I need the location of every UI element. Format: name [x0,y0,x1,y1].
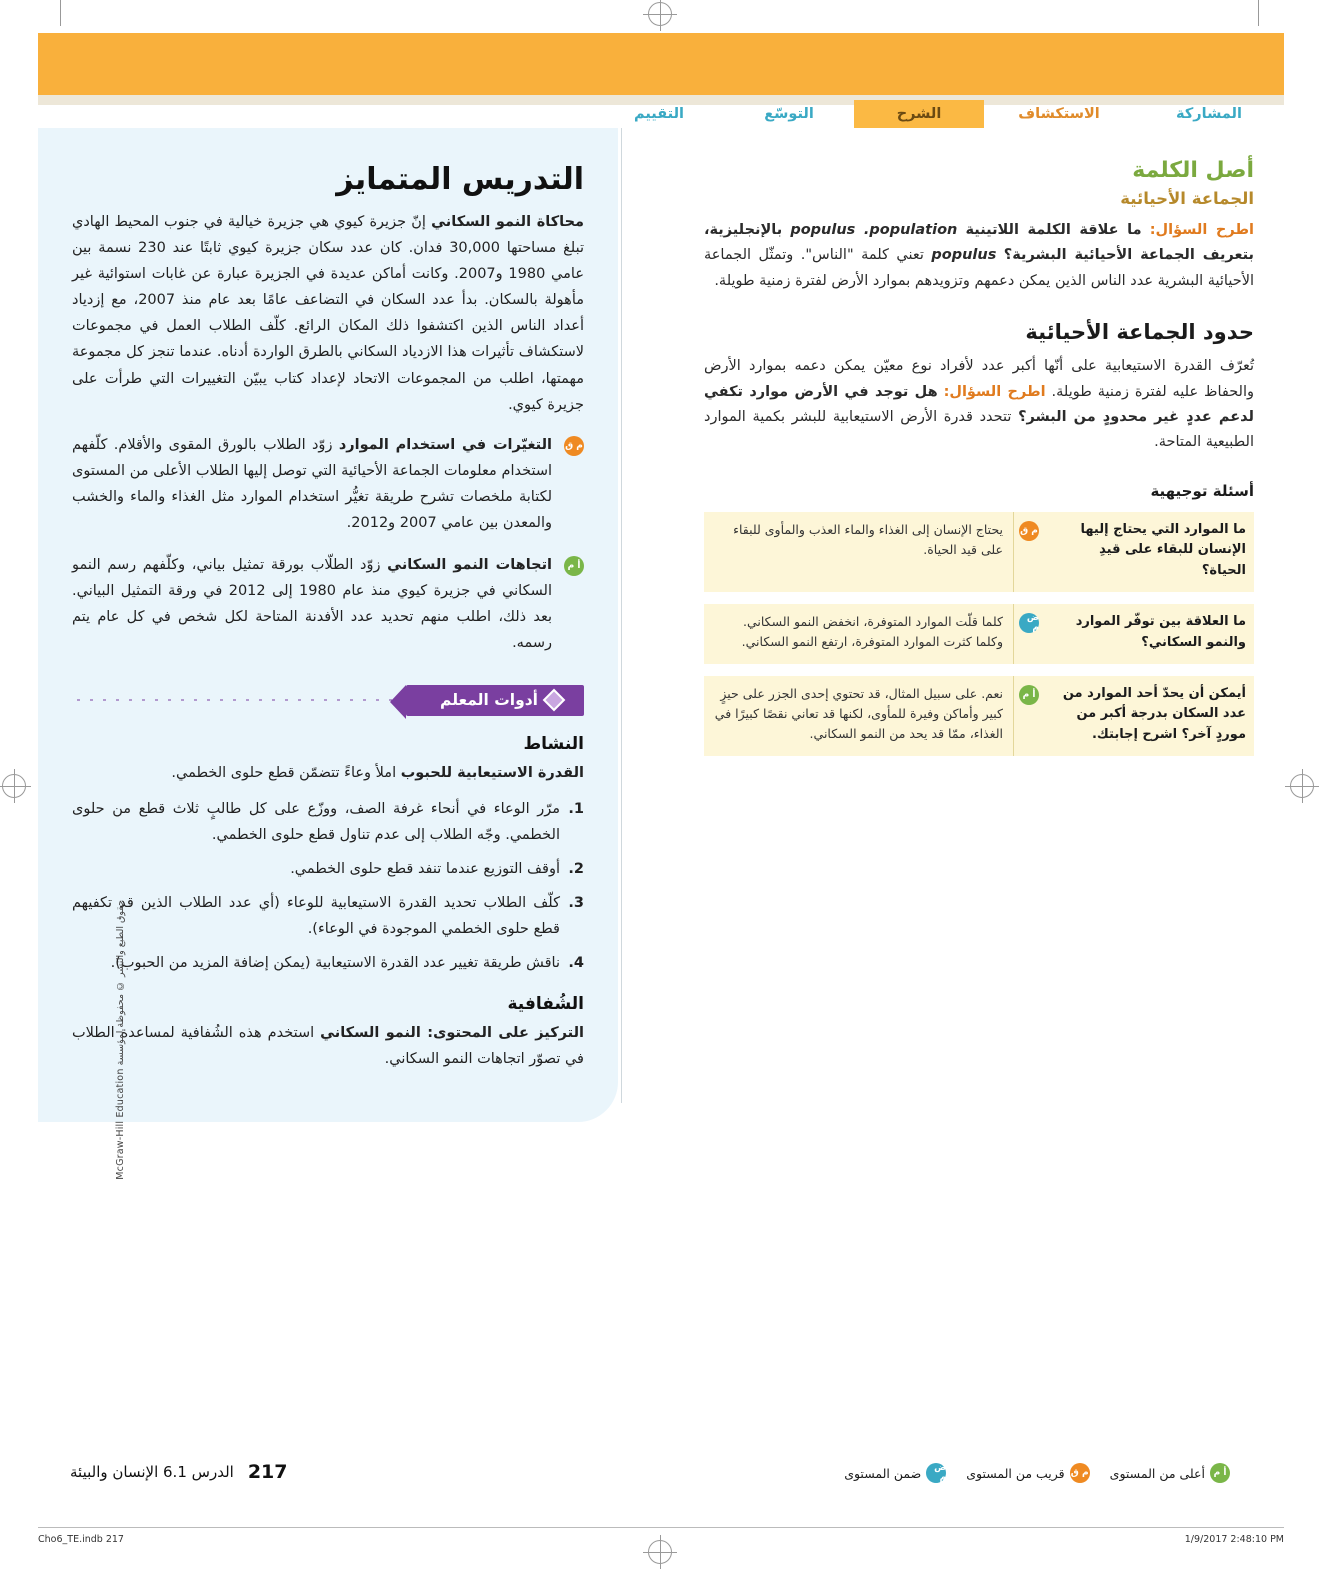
qa-answer: يحتاج الإنسان إلى الغذاء والماء العذب والمأوى للبقاء على قيد الحياة. [704,512,1014,592]
qa-row [704,676,1254,756]
legend-label-on: ضمن المستوى [844,1465,922,1481]
step-text: كلّف الطلاب تحديد القدرة الاستيعابية للوعاء (أي عدد الطلاب الذين قد تكفيهم قطع حلوى الخطمي الموجودة في الوعاء). [72,894,560,937]
qa-badge-cell [1014,676,1044,756]
qa-badge-cell [1014,604,1044,664]
main-column [684,128,1284,768]
transparency-heading: الشُفافية [507,994,584,1015]
trim-mark-top-left [60,0,61,26]
teacher-tools-label: أدوات المعلم [440,690,538,709]
level-badge-on: ض م [926,1463,946,1483]
population-trends-title: اتجاهات النمو السكاني [387,557,553,574]
qa-question: ما الموارد التي يحتاج إليها الإنسان للبقاء على قيدِ الحياة؟ [1080,521,1246,579]
transparency-text: استخدم هذه الشُفافية لمساعدة الطلاب في تصوّر اتجاهات النمو السكاني. [72,1025,584,1068]
section-para-1: تُعرّف القدرة الاستيعابية على أنّها أكبر عدد لأفراد نوع معيّن يمكن دعمه بموارد الأرض والحفاظ عليه لفترة زمنية طويلة. [704,358,1255,400]
list-item [72,890,584,942]
list-item [72,950,584,976]
level-badge-above: أ م [1019,685,1039,705]
qa-row [704,604,1254,664]
footer-left [70,1461,287,1483]
teacher-tools-ribbon [406,685,584,716]
file-name: Cho6_TE.indb 217 [38,1534,124,1545]
section-para-3: تتحدد قدرة الأرض الاستيعابية للبشر بكمية الموارد الطبيعية المتاحة. [704,408,1254,451]
ask-label: اطرح السؤال: [1149,222,1255,238]
copyright-side-credit: حقوق الطبع والنشر © محفوظة لمؤسسة McGraw-Hill Education [115,900,126,1180]
step-number: 3. [568,894,584,911]
qa-answer: كلما قلّت الموارد المتوفرة، انخفض النمو السكاني. وكلما كثرت الموارد المتوفرة، ارتفع النمو السكاني. [704,604,1014,664]
step-text: أوقف التوزيع عندما تنفد قطع حلوى الخطمي. [290,860,560,877]
transparency-paragraph [72,1020,584,1072]
step-number: 2. [568,860,584,877]
transparency-bold-title: التركيز على المحتوى: النمو السكاني [320,1025,584,1042]
ask-text-1: ما علاقة الكلمة اللاتينية [965,222,1142,238]
registration-mark-right [1290,774,1314,798]
list-item [72,856,584,882]
tab-bar [38,100,1284,128]
qa-heading: أسئلة توجيهية [1150,481,1254,500]
tab-explore[interactable]: الاستكشاف [1018,106,1100,122]
population-trends-paragraph [72,552,584,656]
qa-question: أيمكن أن يحدّ أحد الموارد من عدد السكان بدرجة أكبر من موردٍ آخر؟ اشرح إجابتك. [1062,685,1246,743]
page-number: 217 [247,1461,288,1483]
registration-mark-top [648,2,672,26]
section-paragraph [704,354,1254,456]
activity-bold-title: القدرة الاستيعابية للحبوب [400,764,584,781]
level-badge-above: أ م [1210,1463,1230,1483]
print-info-bar [38,1527,1284,1545]
latin-term-2: populus [931,247,997,264]
qa-badge-cell [1014,512,1044,592]
level-badge-near: م ق [1019,521,1039,541]
step-number: 4. [568,955,584,972]
activity-intro [72,760,584,786]
section-para-2: هل توجد في الأرض موارد تكفي لدعم عددٍ غير محدودٍ من البشر؟ [704,383,1254,425]
resource-changes-text: زوّد الطلاب بالورق المقوى والأقلام. كلّفهم استخدام معلومات الجماعة الأحيائية التي توصل إليها الطلاب الأعلى من المستوى لكتابة ملخصات تشرح طريقة تغيُّر استخدام الموارد مثل الغذاء والماء والخشب والمعدن بين عامي 2007 و2012. [72,436,552,532]
legend-item-near [966,1463,1089,1483]
dotted-rule [72,698,396,702]
column-divider [621,128,622,1103]
word-origin-paragraph [704,218,1254,294]
lesson-label: الدرس 6.1 الإنسان والبيئة [70,1463,234,1481]
step-number: 1. [568,800,584,817]
section-title: حدود الجماعة الأحيائية [1025,320,1254,345]
qa-question: ما العلاقة بين توفّر الموارد والنمو السكاني؟ [1075,614,1246,650]
print-timestamp: 1/9/2017 2:48:10 PM [1184,1534,1284,1545]
qa-answer: نعم. على سبيل المثال، قد تحتوي إحدى الجزر على حيزٍ كبير وأماكن وفيرة للمأوى، لكنها قد تعاني نقصًا كبيرًا في الغذاء، ممّا قد يحد من النمو السكاني. [704,676,1014,756]
tab-sharing[interactable]: المشاركة [1176,106,1242,122]
word-origin-subtitle: الجماعة الأحيائية [1120,189,1254,208]
registration-mark-left [2,774,26,798]
activity-intro-text: املأ وعاءً تتضمّن قطع حلوى الخطمي. [171,764,397,781]
ask-label-2: اطرح السؤال: [943,383,1046,400]
ask-text-2: بالإنجليزية، بتعريف الجماعة الأحيائية البشرية؟ [704,222,1254,264]
simulation-text: إنّ جزيرة كيوي هي جزيرة خيالية في جنوب المحيط الهادي تبلغ مساحتها 30,000 فدان. كان عدد سكان جزيرة كيوي ثابتًا عند 230 نسمة بين عامي 1980 و2007. وكانت أماكن عديدة في الجزيرة عبارة عن غابات استوائية غير مأهولة بالسكان. بدأ عدد السكان في التضاعف عامًا بعد عام منذ 2007، مع إزدياد أعداد الناس الذين اكتشفوا ذلك المكان الرائع. كلّف الطلاب العمل في مجموعات لاستكشاف تأثيرات هذا الازدياد السكاني بالطرق الواردة أدناه. عندما تنجز كل مجموعة مهمتها، اطلب من المجموعات الاتحاد لإعداد كتاب يبيّن التغييرات التي طرأت على جزيرة كيوي. [72,214,585,413]
tab-expand[interactable]: التوسّع [764,106,814,122]
legend-item-on [844,1463,946,1483]
tab-explain[interactable]: الشرح [854,100,984,128]
word-origin-title: أصل الكلمة [1132,158,1254,183]
qa-row [704,512,1254,592]
legend-label-above: أعلى من المستوى [1109,1465,1205,1481]
legend-label-near: قريب من المستوى [966,1465,1065,1481]
activity-heading: النشاط [523,733,584,754]
page-content [38,128,1284,1428]
activity-steps [72,796,584,977]
step-text: مرّر الوعاء في أنحاء غرفة الصف، ووزّع على كل طالبٍ ثلاث قطع من حلوى الخطمي. وجّه الطلاب إلى عدم تناول قطع حلوى الخطمي. [72,800,560,843]
resource-changes-title: التغيّرات في استخدام الموارد [338,436,552,453]
teacher-tools-banner [72,685,584,716]
ask-text-3: تعني كلمة "الناس". وتمثّل الجماعة الأحيائية البشرية عدد الناس الذين يمكن دعمهم وتزويدهم بموارد الأرض لفترة زمنية طويلة. [704,247,1254,289]
level-badge-above: أ م [564,556,584,576]
tab-evaluate[interactable]: التقييم [634,106,684,122]
legend-item-above [1110,1463,1230,1483]
trim-mark-top-right [1258,0,1259,26]
latin-term-1: populus .population [790,222,958,238]
step-text: ناقش طريقة تغيير عدد القدرة الاستيعابية (يمكن إضافة المزيد من الحبوب). [110,955,560,972]
level-legend [832,1463,1230,1483]
level-badge-near: م ق [1070,1463,1090,1483]
simulation-bold-lead: محاكاة النمو السكاني [431,214,585,230]
diamond-icon [543,688,566,711]
simulation-paragraph [72,209,584,418]
sidebar-title: التدريس المتمايز [336,162,584,197]
level-badge-on: ض م [1019,613,1039,633]
header-band [38,33,1284,95]
resource-changes-paragraph [72,432,584,536]
level-badge-near: م ق [564,436,584,456]
population-trends-text: زوّد الطلّاب بورقة تمثيل بياني، وكلّفهم رسم النمو السكاني في جزيرة كيوي منذ عام 1980 إلى 2012 في ورقة التمثيل البياني. بعد ذلك، اطلب منهم تحديد عدد الأفدنة المتاحة لكل شخص في كل عام يتم رسمه. [72,557,552,652]
list-item [72,796,584,848]
